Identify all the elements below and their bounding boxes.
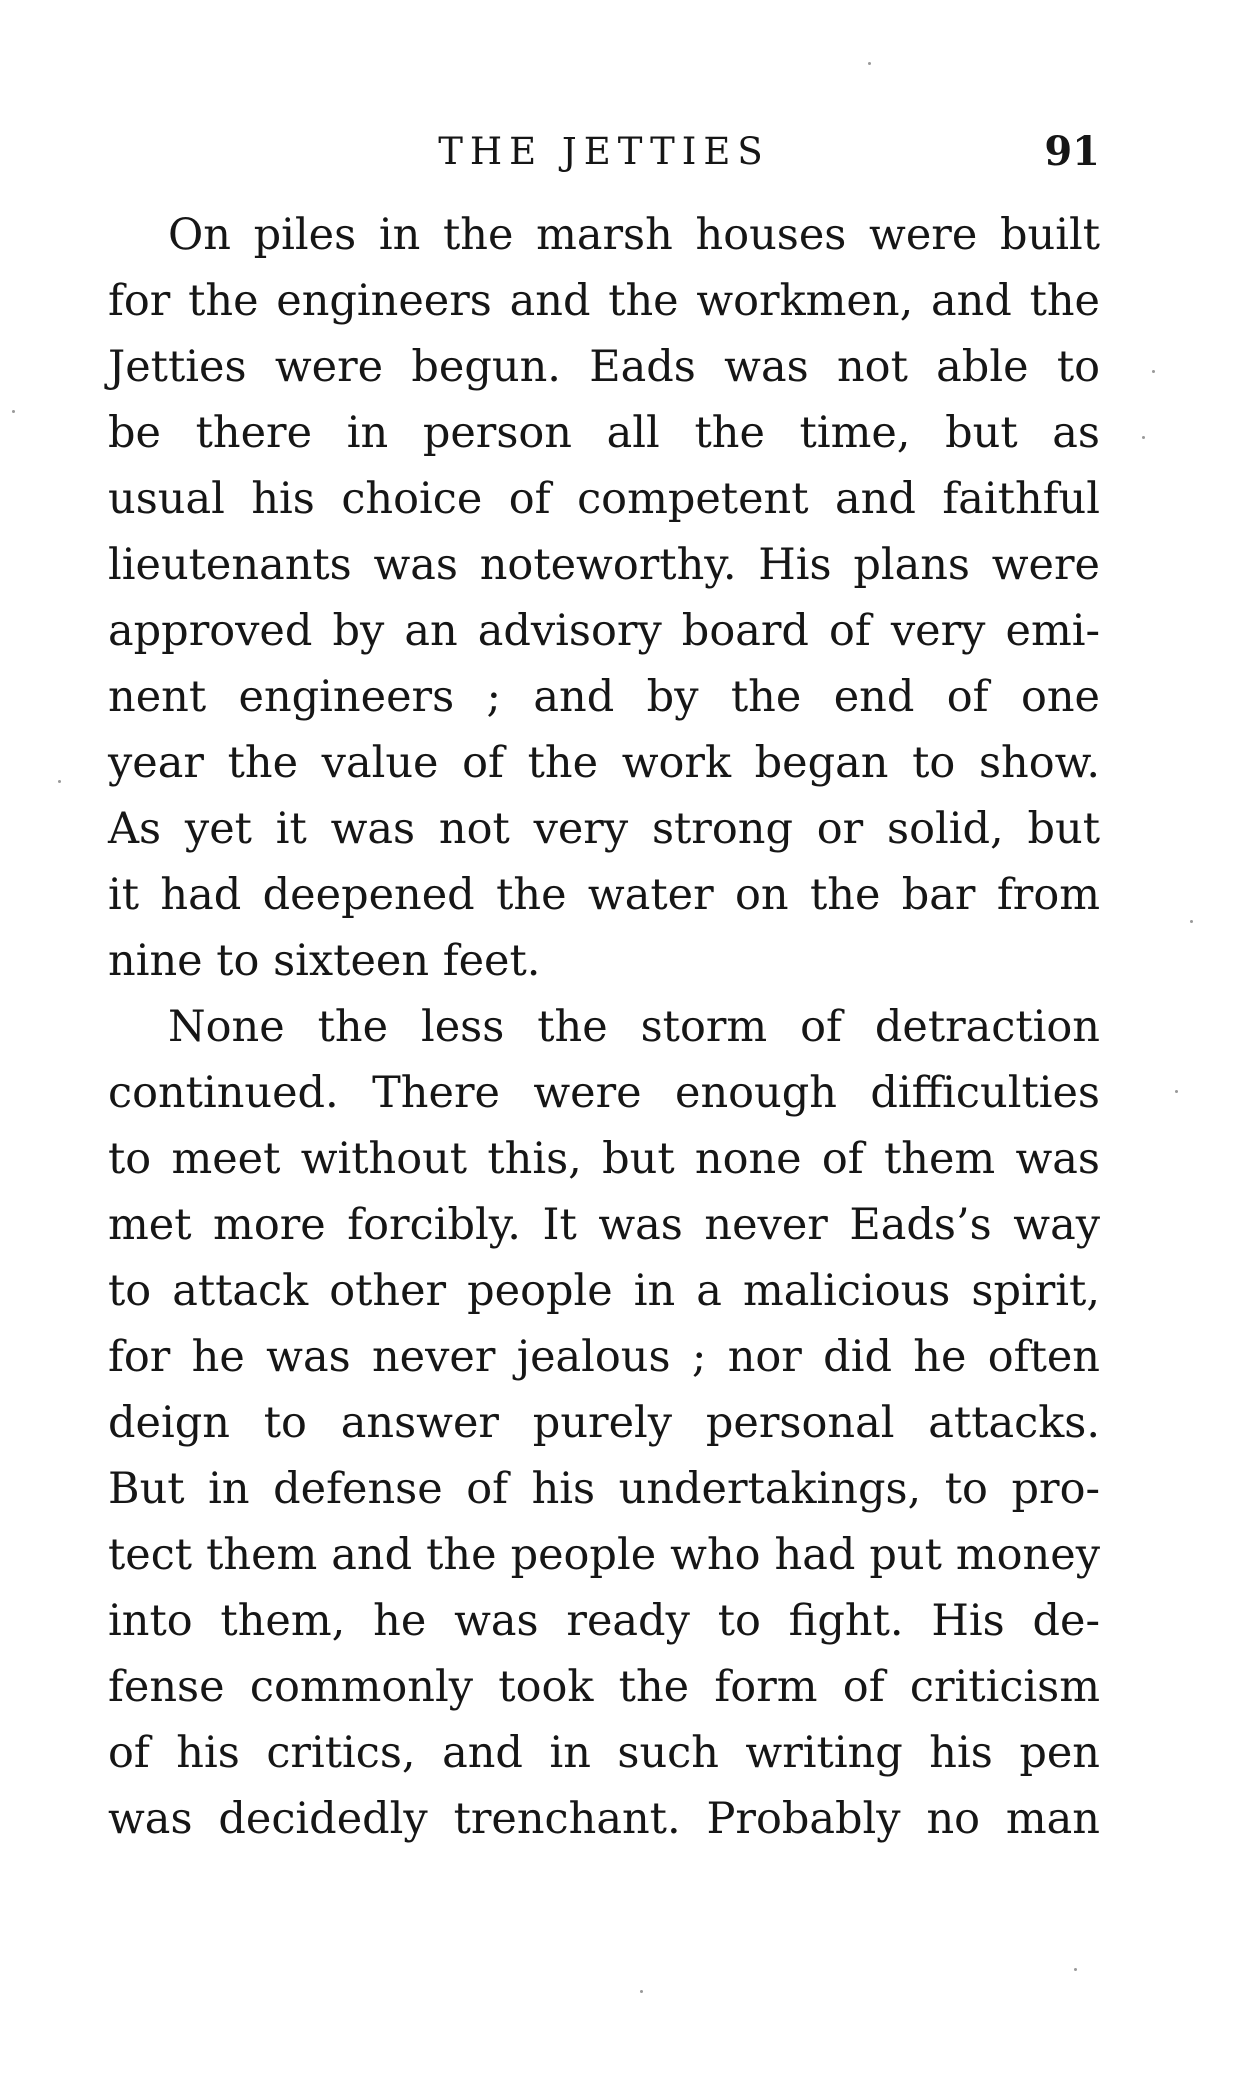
scan-speck — [1190, 920, 1193, 923]
text-line: fense commonly took the form of criticism — [108, 1662, 1100, 1712]
text-line: tect them and the people who had put money — [108, 1530, 1100, 1580]
scan-speck — [640, 1990, 643, 1993]
text-line: deign to answer purely personal attacks. — [108, 1398, 1100, 1448]
text-line: nent engineers ; and by the end of one — [108, 672, 1100, 722]
text-line: None the less the storm of detraction — [168, 1002, 1100, 1052]
scan-speck — [12, 410, 15, 413]
paragraph-2 — [108, 994, 1100, 1852]
paragraph-1 — [108, 202, 1100, 994]
text-line: it had deepened the water on the bar from — [108, 870, 1100, 920]
text-line: nine to sixteen feet. — [108, 936, 541, 986]
text-line: usual his choice of competent and faithful — [108, 474, 1100, 524]
text-line: continued. There were enough difficulties — [108, 1068, 1100, 1118]
text-line: to attack other people in a malicious spirit, — [108, 1266, 1100, 1316]
text-line: into them, he was ready to fight. His de- — [108, 1596, 1100, 1646]
scan-speck — [868, 62, 871, 65]
text-line: of his critics, and in such writing his pen — [108, 1728, 1100, 1778]
text-line: But in defense of his undertakings, to pro- — [108, 1464, 1100, 1514]
text-line: to meet without this, but none of them was — [108, 1134, 1100, 1184]
text-line: lieutenants was noteworthy. His plans were — [108, 540, 1100, 590]
text-line: approved by an advisory board of very emi- — [108, 606, 1100, 656]
scan-speck — [1074, 1968, 1077, 1971]
text-line: for he was never jealous ; nor did he often — [108, 1332, 1100, 1382]
scan-speck — [1175, 1090, 1178, 1093]
text-line: year the value of the work began to show. — [108, 738, 1100, 788]
text-line: for the engineers and the workmen, and the — [108, 276, 1100, 326]
text-line: was decidedly trenchant. Probably no man — [108, 1794, 1100, 1844]
running-head-title: THE JETTIES — [438, 130, 770, 173]
page-number: 91 — [1044, 128, 1100, 175]
text-line: As yet it was not very strong or solid, but — [108, 804, 1100, 854]
scan-speck — [58, 780, 61, 783]
body-text — [108, 202, 1100, 1852]
scan-speck — [1142, 436, 1145, 439]
text-line: be there in person all the time, but as — [108, 408, 1100, 458]
running-head — [108, 122, 1100, 182]
text-line: On piles in the marsh houses were built — [168, 210, 1100, 260]
scan-speck — [1152, 370, 1155, 373]
text-line: met more forcibly. It was never Eads’s way — [108, 1200, 1100, 1250]
text-line: Jetties were begun. Eads was not able to — [108, 342, 1100, 392]
